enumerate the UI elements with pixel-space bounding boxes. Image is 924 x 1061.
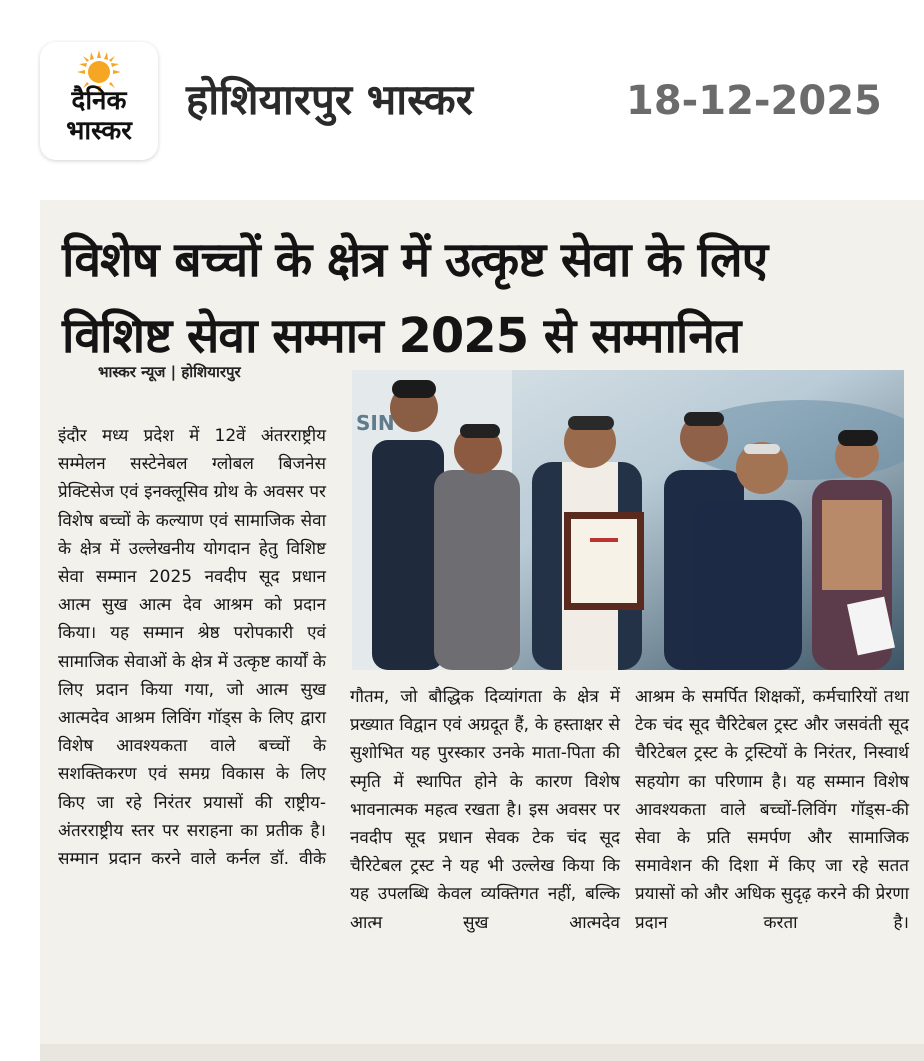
dainik-bhaskar-logo <box>40 42 158 160</box>
edition-title: होशियारपुर भास्कर <box>186 75 473 124</box>
backdrop-text: SIN <box>356 411 395 435</box>
headline-line-2: विशिष्ट सेवा सम्मान 2025 से सम्मानित <box>62 308 741 364</box>
clipping-bottom-edge <box>40 1044 924 1061</box>
article-column-3: आश्रम के समर्पित शिक्षकों, कर्मचारियों तथा टेक चंद सूद चैरिटेबल ट्रस्ट और जसवंती सूद चैरिटेबल ट्रस्ट के ट्रस्टियों के निरंतर, निस्वार्थ सहयोग का परिणाम है। यह सम्मान विशेष आवश्यकता वाले बच्चों-लिविंग गॉड्स-की सेवा के प्रति समर्पण और सामाजिक समावेशन की दिशा में किए जा रहे सतत प्रयासों को और अधिक सुदृढ़ करने की प्रेरणा प्रदान करता है। <box>635 687 909 933</box>
byline: भास्कर न्यूज | होशियारपुर <box>98 363 241 381</box>
article-headline <box>62 222 902 374</box>
logo-text-dainik: दैनिक <box>71 86 127 116</box>
award-ceremony-photo <box>352 370 904 670</box>
news-clipping <box>40 200 924 1061</box>
edition-date: 18-12-2025 <box>626 78 882 124</box>
article-column-2: गौतम, जो बौद्धिक दिव्यांगता के क्षेत्र में प्रख्यात विद्वान एवं अग्रदूत हैं, के हस्ताक्षर से सुशोभित यह पुरस्कार उनके माता-पिता की स्मृति में स्थापित होने के कारण विशेष भावनात्मक महत्व रखता है। इस अवसर पर नवदीप सूद प्रधान सेवक टेक चंद सूद चैरिटेबल ट्रस्ट ने यह भी उल्लेख किया कि यह उपलब्धि केवल व्यक्तिगत नहीं, बल्कि आत्म सुख आत्मदेव <box>350 687 620 933</box>
logo-text-bhaskar: भास्कर <box>66 116 132 146</box>
article-column-1: इंदौर मध्य प्रदेश में 12वें अंतरराष्ट्रीय सम्मेलन सस्टेनेबल ग्लोबल बिजनेस प्रेक्टिसेज एवं इनक्लूसिव ग्रोथ के अवसर पर विशेष बच्चों के कल्याण एवं सामाजिक सेवा के क्षेत्र में उल्लेखनीय योगदान हेतु विशिष्ट सेवा सम्मान 2025 नवदीप सूद प्रधान आत्म सुख आत्म देव आश्रम को प्रदान किया। यह सम्मान श्रेष्ठ परोपकारी एवं सामाजिक सेवाओं के क्षेत्र में उत्कृष्ट कार्यों के लिए प्रदान किया गया, जो आत्म सुख आत्मदेव आश्रम लिविंग गॉड्स के लिए द्वारा विशेष आवश्यकता वाले बच्चों के सशक्तिकरण एवं समग्र विकास के लिए किए जा रहे निरंतर प्रयासों की राष्ट्रीय-अंतरराष्ट्रीय स्तर पर सराहना का प्रतीक है। सम्मान प्रदान करने वाले कर्नल डॉ. वीके <box>58 426 326 870</box>
headline-line-1: विशेष बच्चों के क्षेत्र में उत्कृष्ट सेवा के लिए <box>62 232 768 288</box>
